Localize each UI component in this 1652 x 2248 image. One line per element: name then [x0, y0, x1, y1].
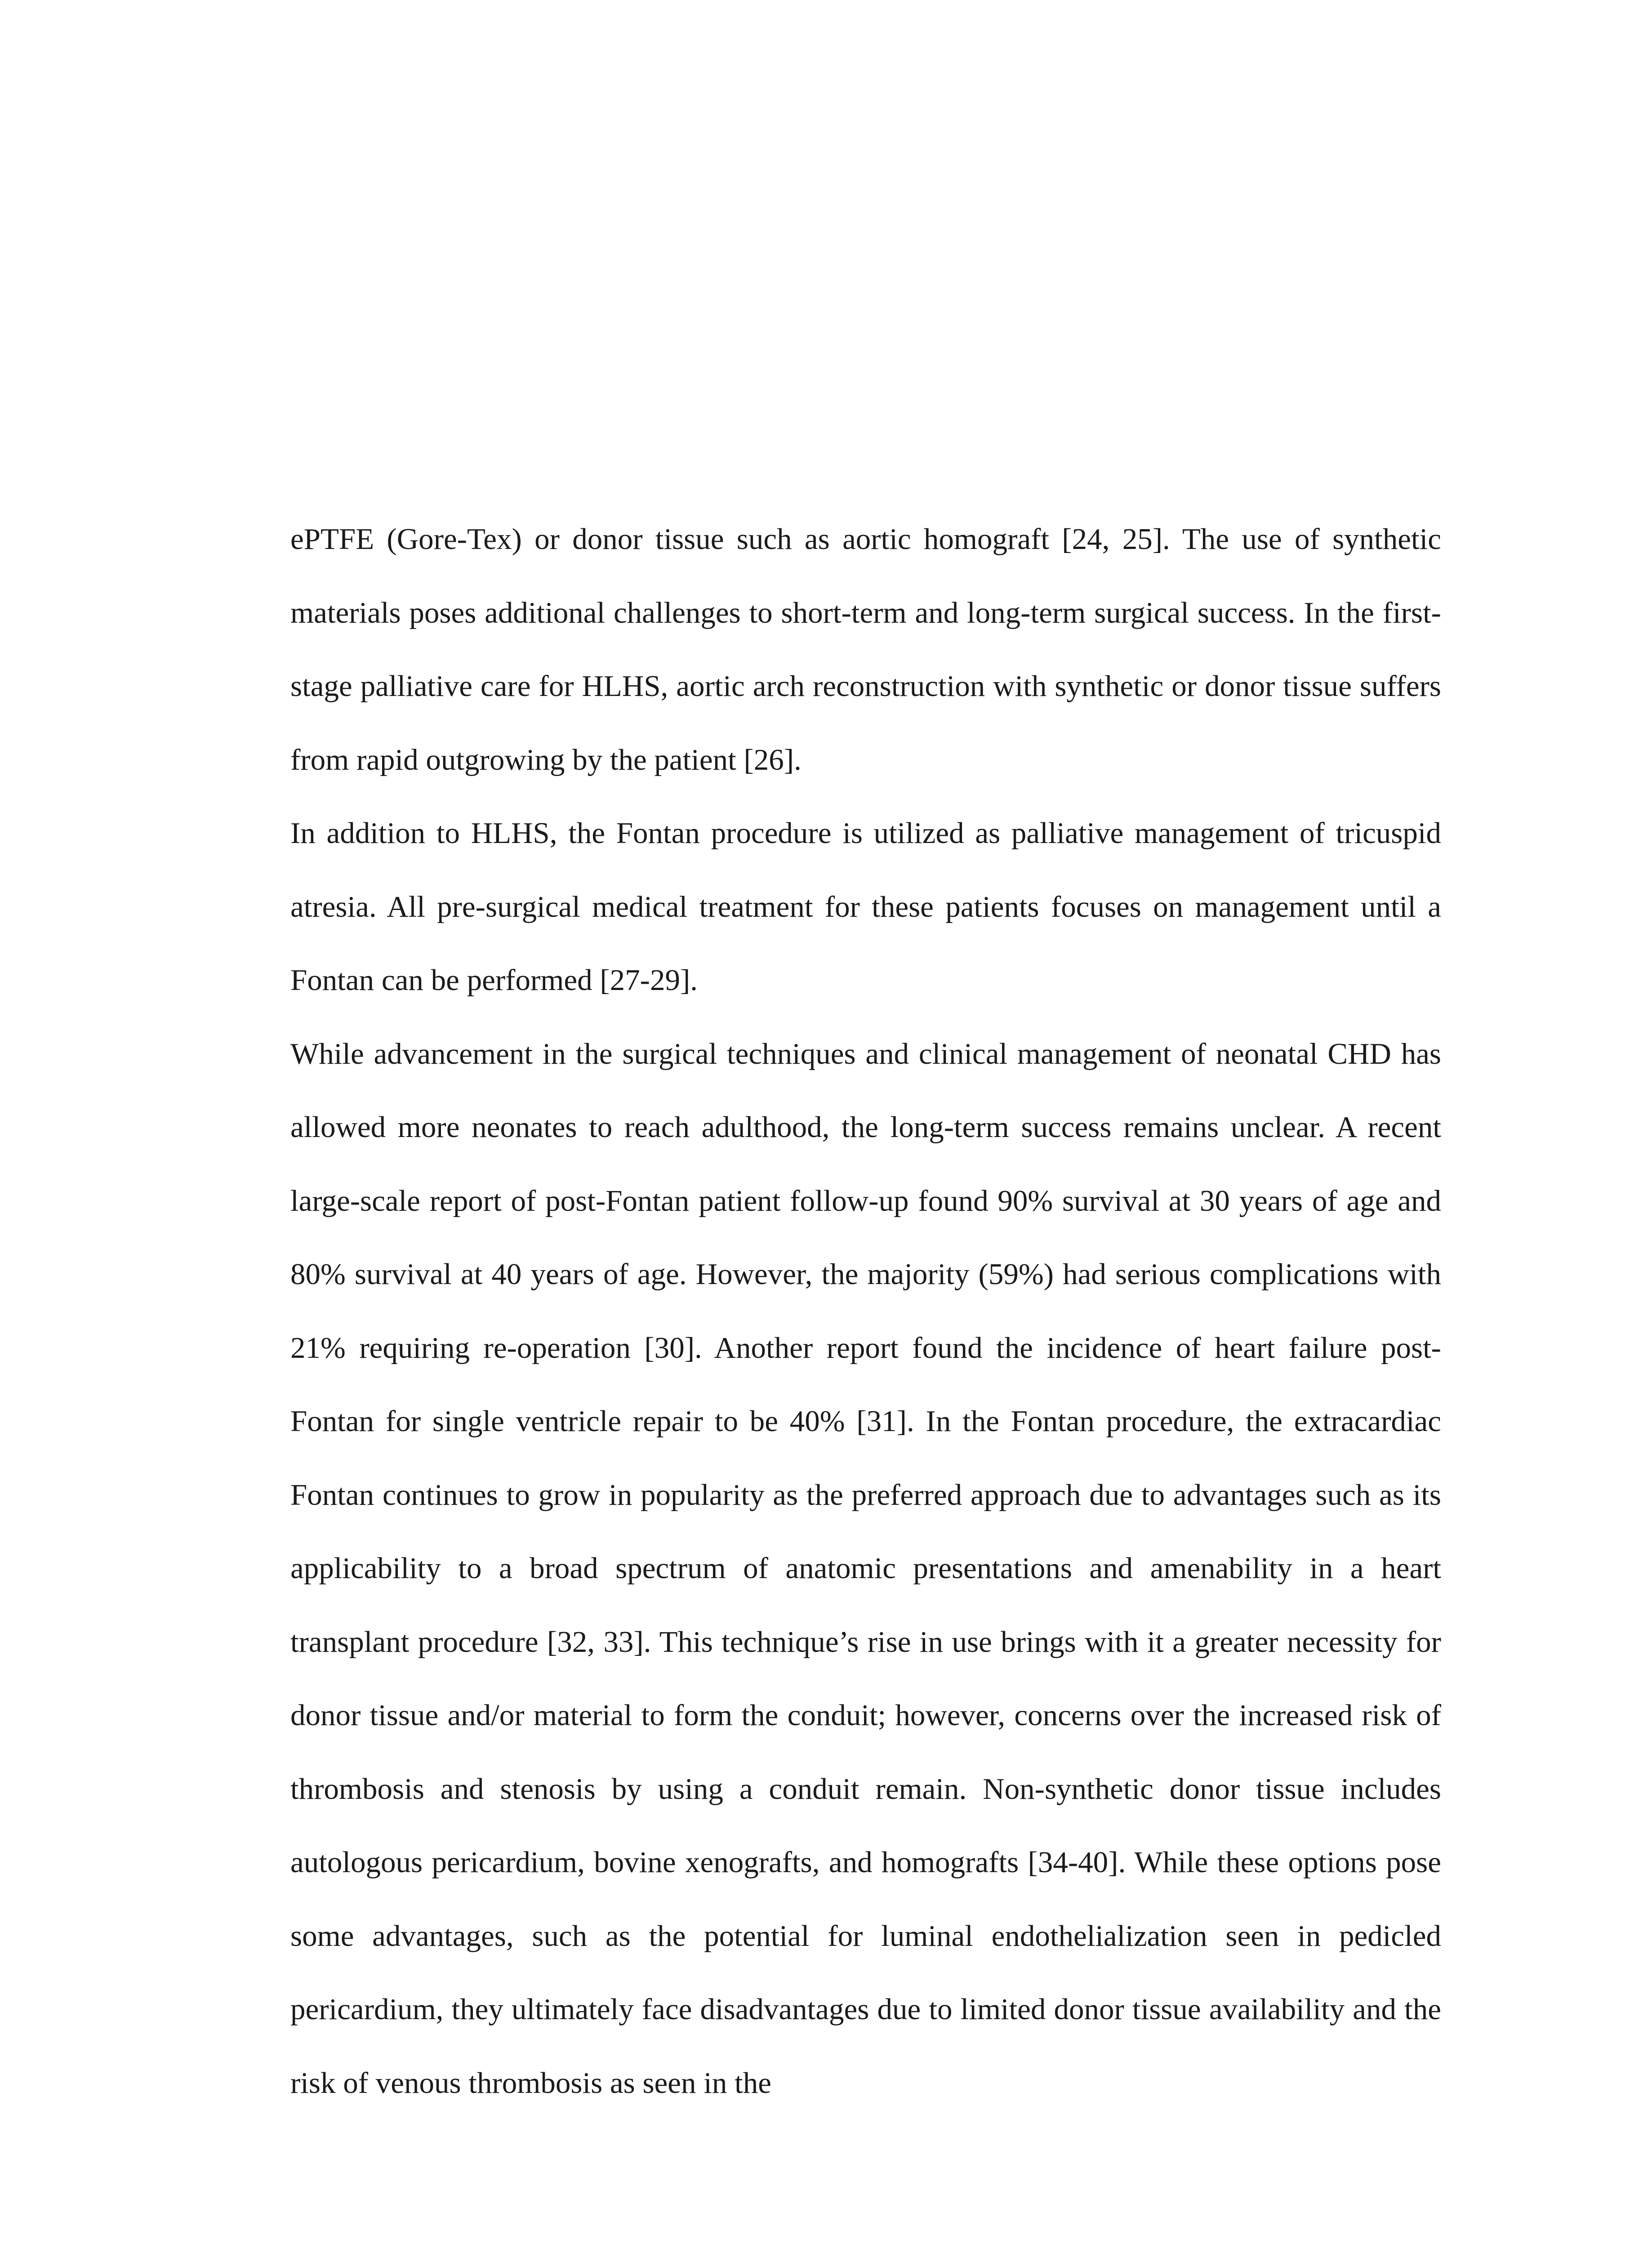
- paragraph: While advancement in the surgical techniques and clinical management of neonatal CHD has allowed more neonates to reach adulthood, the long-term success remains unclear. A recent large-scale report of post-Fontan patient follow-up found 90% survival at 30 years of age and 80% survival at 40 years of age. However, the majority (59%) had serious complications with 21% requiring re-operation [30]. Another report found the incidence of heart failure post-Fontan for single ventricle repair to be 40% [31]. In the Fontan procedure, the extracardiac Fontan continues to grow in popularity as the preferred approach due to advantages such as its applicability to a broad spectrum of anatomic presentations and amenability in a heart transplant procedure [32, 33]. This technique’s rise in use brings with it a greater necessity for donor tissue and/or material to form the conduit; however, concerns over the increased risk of thrombosis and stenosis by using a conduit remain. Non-synthetic donor tissue includes autologous pericardium, bovine xenografts, and homografts [34-40]. While these options pose some advantages, such as the potential for luminal endothelialization seen in pedicled pericardium, they ultimately face disadvantages due to limited donor tissue availability and the risk of venous thrombosis as seen in the: [290, 1037, 1441, 2100]
- paragraph: In addition to HLHS, the Fontan procedure is utilized as palliative management of tricuspid atresia. All pre-surgical medical treatment for these patients focuses on management until a Fontan can be performed [27-29].: [290, 816, 1441, 997]
- paragraph: ePTFE (Gore-Tex) or donor tissue such as aortic homograft [24, 25]. The use of synthetic materials poses additional challenges to short-term and long-term surgical success. In the first-stage palliative care for HLHS, aortic arch reconstruction with synthetic or donor tissue suffers from rapid outgrowing by the patient [26].: [290, 522, 1441, 776]
- body-text: [290, 503, 1441, 2120]
